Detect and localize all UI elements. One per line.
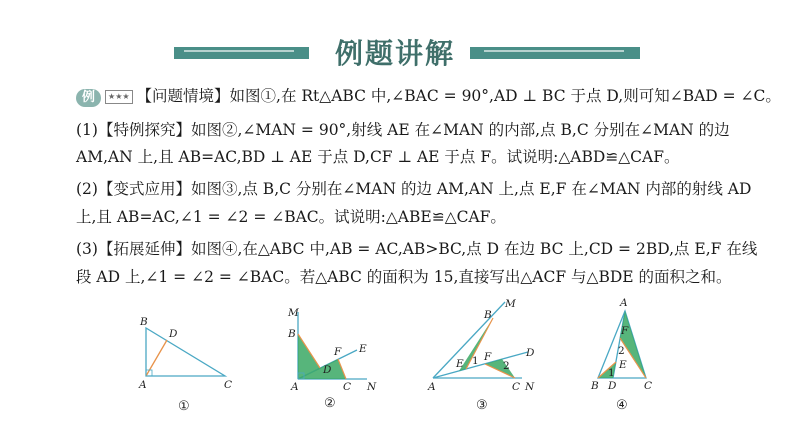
fig3-label-F: F <box>484 351 492 363</box>
figure-1 <box>138 316 232 414</box>
fig4-label-1: 1 <box>608 367 615 379</box>
fig3-caption: ③ <box>476 398 488 413</box>
fig4-label-D: D <box>608 380 617 392</box>
fig3-label-A: A <box>428 381 436 393</box>
problem-line-6: 段 AD 上,∠1 = ∠2 = ∠BAC。若△ABC 的面积为 15,直接写出△ACF 与△BDE 的面积之和。 <box>76 268 732 286</box>
fig2-label-C: C <box>343 381 352 393</box>
fig4-label-C: C <box>644 380 653 392</box>
fig4-label-2: 2 <box>618 345 625 357</box>
figure-4 <box>590 297 652 413</box>
problem-line-5: (3)【拓展延伸】如图④,在△ABC 中,AB = AC,AB>BC,点 D 在边 BC 上,CD = 2BD,点 E,F 在线 <box>76 240 758 258</box>
fig2-label-A: A <box>291 381 299 393</box>
problem-line-2: AM,AN 上,且 AB=AC,BD ⊥ AE 于点 D,CF ⊥ AE 于点 F。试说明:△ABD≌△CAF。 <box>76 148 680 166</box>
example-badge: 例 <box>76 89 101 107</box>
fig2-label-E: E <box>359 343 367 355</box>
fig3-label-M: M <box>505 298 516 310</box>
fig3-label-E: E <box>456 358 464 370</box>
fig4-label-F: F <box>621 325 629 337</box>
fig1-label-C: C <box>224 379 233 391</box>
fig3-label-2: 2 <box>503 360 510 372</box>
fig2-label-M: M <box>288 307 299 319</box>
fig1-label-D: D <box>169 328 178 340</box>
problem-line-4: 上,且 AB=AC,∠1 = ∠2 = ∠BAC。试说明:△ABE≌△CAF。 <box>76 208 506 226</box>
fig3-label-N: N <box>525 381 535 393</box>
problem-line-0: 【问题情境】如图①,在 Rt△ABC 中,∠BAC = 90°,AD ⊥ BC 于点 D,则可知∠BAD = ∠C。 <box>136 87 781 105</box>
fig4-caption: ④ <box>616 398 628 413</box>
fig2-label-N: N <box>367 381 377 393</box>
fig2-label-F: F <box>334 346 342 358</box>
fig2-label-D: D <box>323 364 332 376</box>
fig3-label-D: D <box>526 347 535 359</box>
fig4-label-E: E <box>619 359 627 371</box>
fig1-label-B: B <box>140 316 148 328</box>
fig4-label-B: B <box>591 380 599 392</box>
difficulty-stars: ★★★ <box>105 90 133 104</box>
problem-line-1: (1)【特例探究】如图②,∠MAN = 90°,射线 AE 在∠MAN 的内部,点 B,C 分别在∠MAN 的边 <box>76 121 730 139</box>
fig1-label-A: A <box>139 379 147 391</box>
fig1-caption: ① <box>178 399 190 414</box>
fig4-label-A: A <box>620 297 628 309</box>
figure-2 <box>287 307 377 411</box>
figure-3 <box>427 298 535 413</box>
fig3-label-1: 1 <box>472 355 479 367</box>
fig3-label-B: B <box>484 309 492 321</box>
fig2-label-B: B <box>288 328 296 340</box>
fig2-caption: ② <box>324 396 336 411</box>
section-title: 例题讲解 <box>334 37 455 70</box>
problem-line-3: (2)【变式应用】如图③,点 B,C 分别在∠MAN 的边 AM,AN 上,点 E,F 在∠MAN 内部的射线 AD <box>76 180 752 198</box>
fig3-label-C: C <box>512 381 521 393</box>
